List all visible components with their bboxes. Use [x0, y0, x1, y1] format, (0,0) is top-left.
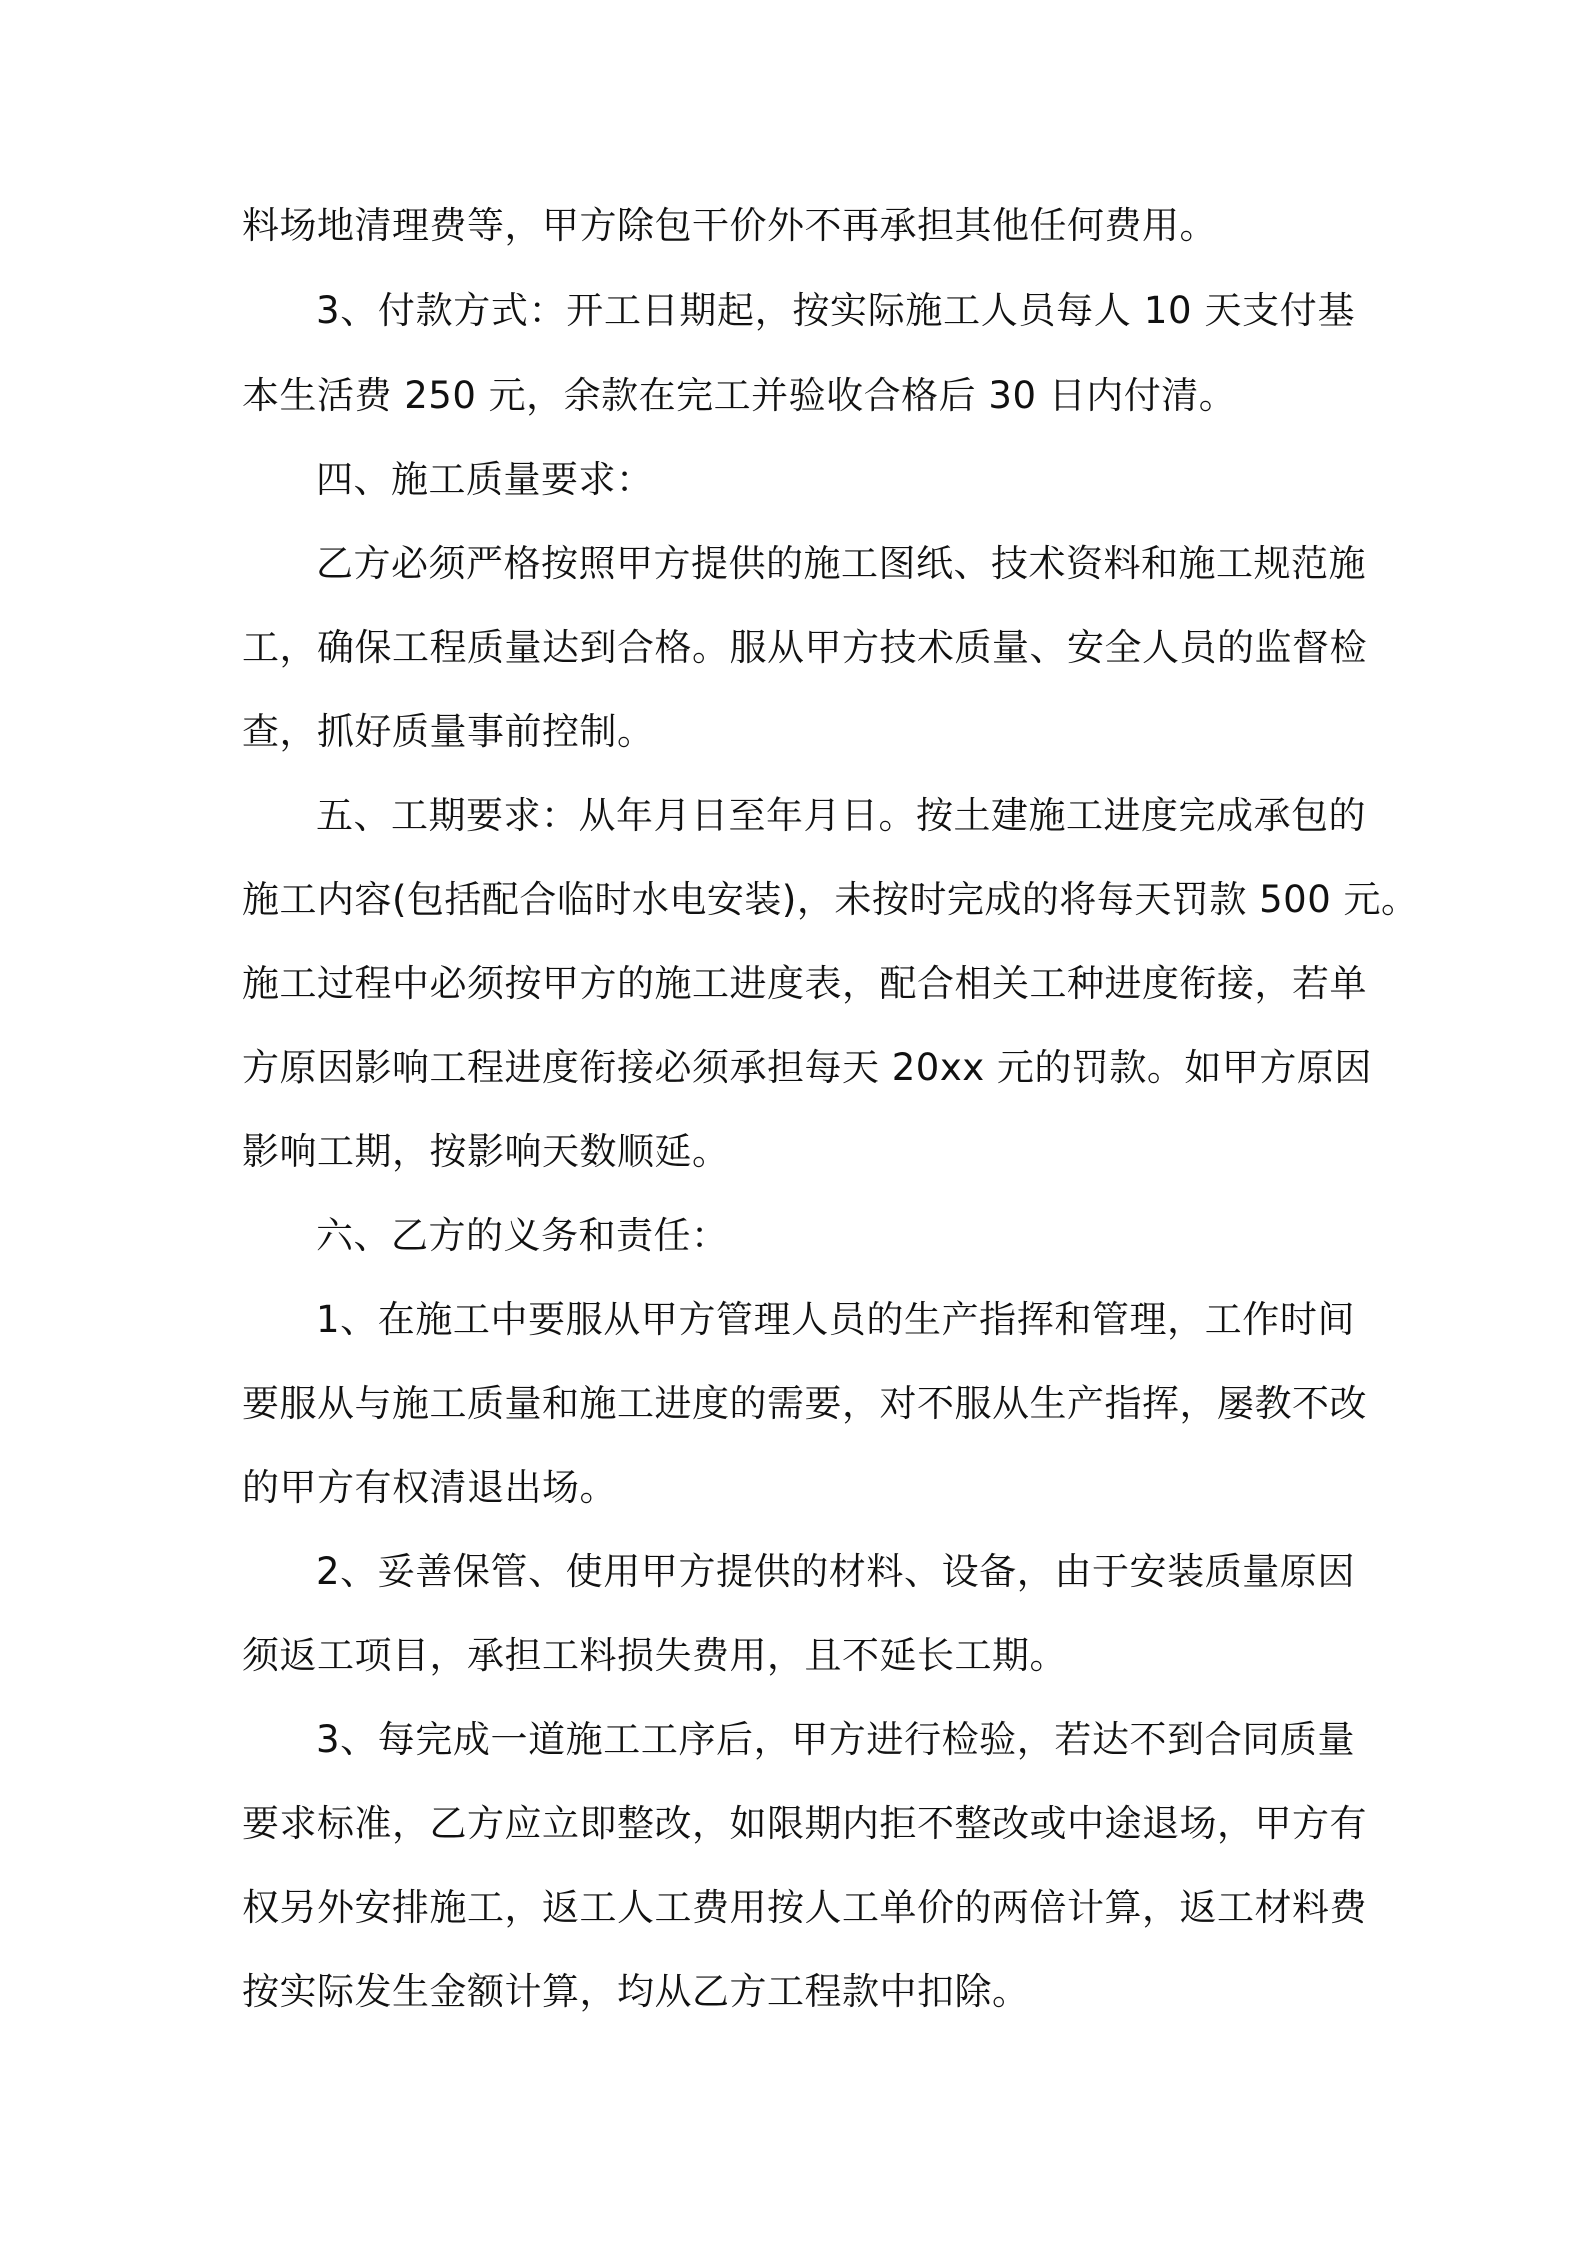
- text-line-10: 施工过程中必须按甲方的施工进度表，配合相关工种进度衔接，若单: [242, 962, 1367, 1005]
- text-line-16: 的甲方有权清退出场。: [242, 1466, 617, 1509]
- section-heading-5: 五、工期要求：从年月日至年月日。按土建施工进度完成承包的: [316, 794, 1366, 837]
- text-line-9: 施工内容(包括配合临时水电安装)，未按时完成的将每天罚款 500 元。: [242, 878, 1419, 921]
- text-line-2: 3、付款方式：开工日期起，按实际施工人员每人 10 天支付基: [316, 289, 1355, 332]
- text-line-14: 1、在施工中要服从甲方管理人员的生产指挥和管理，工作时间: [316, 1298, 1355, 1341]
- text-line-5: 乙方必须严格按照甲方提供的施工图纸、技术资料和施工规范施: [316, 542, 1366, 585]
- text-line-19: 3、每完成一道施工工序后，甲方进行检验，若达不到合同质量: [316, 1718, 1355, 1761]
- text-line-7: 查，抓好质量事前控制。: [242, 710, 655, 753]
- text-line-15: 要服从与施工质量和施工进度的需要，对不服从生产指挥，屡教不改: [242, 1382, 1367, 1425]
- text-line-6: 工，确保工程质量达到合格。服从甲方技术质量、安全人员的监督检: [242, 626, 1367, 669]
- text-line-3: 本生活费 250 元，余款在完工并验收合格后 30 日内付清。: [242, 374, 1237, 417]
- text-line-12: 影响工期，按影响天数顺延。: [242, 1130, 730, 1173]
- section-heading-6: 六、乙方的义务和责任：: [316, 1214, 729, 1257]
- text-line-1: 料场地清理费等，甲方除包干价外不再承担其他任何费用。: [242, 204, 1217, 247]
- text-line-21: 权另外安排施工，返工人工费用按人工单价的两倍计算，返工材料费: [242, 1886, 1367, 1929]
- text-line-17: 2、妥善保管、使用甲方提供的材料、设备，由于安装质量原因: [316, 1550, 1355, 1593]
- text-line-22: 按实际发生金额计算，均从乙方工程款中扣除。: [242, 1970, 1030, 2013]
- text-line-11: 方原因影响工程进度衔接必须承担每天 20xx 元的罚款。如甲方原因: [242, 1046, 1372, 1089]
- section-heading-4: 四、施工质量要求：: [316, 458, 654, 501]
- text-line-20: 要求标准，乙方应立即整改，如限期内拒不整改或中途退场，甲方有: [242, 1802, 1367, 1845]
- text-line-18: 须返工项目，承担工料损失费用，且不延长工期。: [242, 1634, 1067, 1677]
